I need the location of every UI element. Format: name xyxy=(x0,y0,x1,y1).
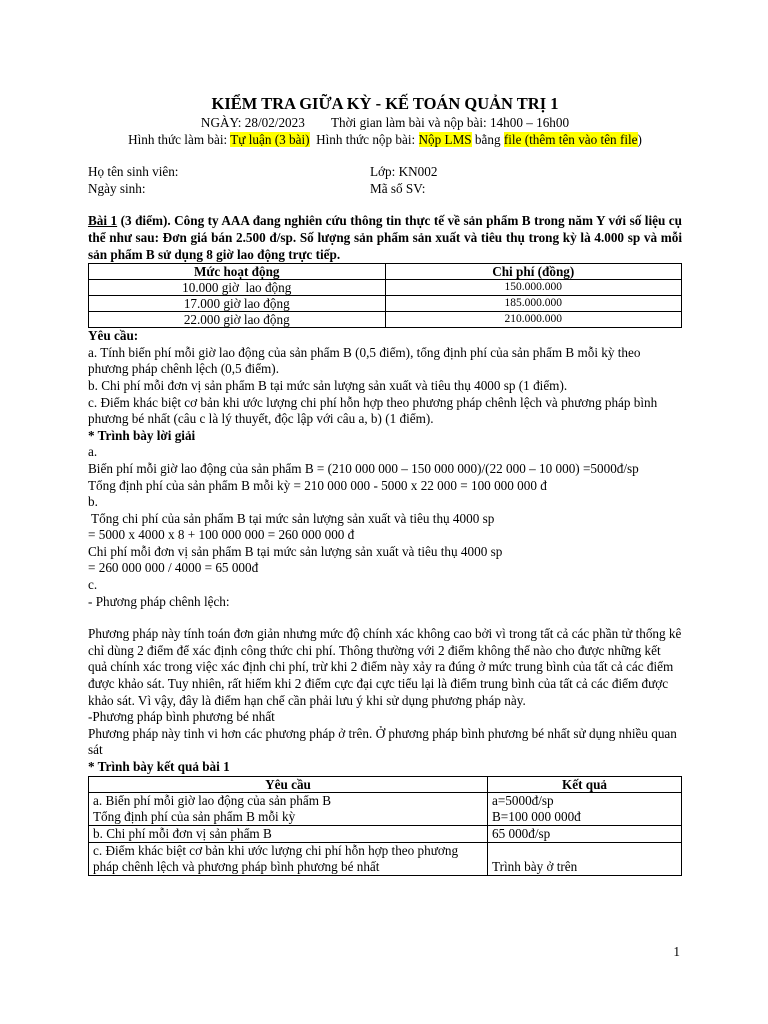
table-row xyxy=(89,792,682,825)
cost-table xyxy=(88,263,682,328)
requirement-cell xyxy=(89,792,488,825)
activity-cell: 22.000 giờ lao động xyxy=(89,312,386,328)
header-result: Kết quả xyxy=(488,776,682,792)
cost-cell: 150.000.000 xyxy=(385,280,682,296)
result-cell: Trình bày ở trên xyxy=(488,842,682,875)
requirement-c: c. Điểm khác biệt cơ bản khi ước lượng chi phí hỗn hợp theo phương pháp chênh lệch và phương pháp bình phương bé nhất (câu c là lý thuyết, độc lập với câu a, b) (1 điểm). xyxy=(88,394,658,427)
student-name-label: Họ tên sinh viên: xyxy=(88,164,179,180)
solution-line: b. xyxy=(88,494,98,510)
form-label: Hình thức làm bài: xyxy=(128,131,231,147)
header-cost: Chi phí (đồng) xyxy=(385,264,682,280)
cost-cell: 185.000.000 xyxy=(385,296,682,312)
document-title: KIỂM TRA GIỮA KỲ - KẾ TOÁN QUẢN TRỊ 1 xyxy=(211,94,559,113)
problem-statement xyxy=(88,213,682,263)
activity-cell: 10.000 giờ lao động xyxy=(89,280,386,296)
form-value: Tự luận (3 bài) xyxy=(230,131,310,147)
table-header-row xyxy=(89,776,682,792)
student-info-row-2 xyxy=(88,181,682,198)
solution-line: a. xyxy=(88,444,98,460)
requirement-cell: b. Chi phí mỗi đơn vị sản phẩm B xyxy=(89,825,488,842)
difference-method-paragraph: Phương pháp này tính toán đơn giản nhưng mức độ chính xác không cao bởi vì trong tất cả các phần tử thống kê chỉ dùng 2 điểm để xác định công thức chi phí. Thông thường với 2 điểm không thể nào cho được những kết quả chính xác trong việc xác định chi phí, trừ khi 2 điểm này xảy ra đúng ở mức trung bình của tất cả các điểm được khảo sát. Tuy nhiên, rất hiếm khi 2 điểm cực đại cực tiểu lại là điểm trung bình của tất cả các điểm được khảo sát. Vì vậy, đây là điểm hạn chế cần phải lưu ý khi sử dụng phương pháp này. xyxy=(88,626,682,708)
header-requirement: Yêu cầu xyxy=(89,776,488,792)
requirement-text: a. Biến phí mỗi giờ lao động của sản phẩm B xyxy=(93,792,332,808)
submit-end: ) xyxy=(637,131,642,147)
solution-line: Biến phí mỗi giờ lao động của sản phẩm B = (210 000 000 – 150 000 000)/(22 000 – 10 000) =5000đ/sp xyxy=(88,460,639,476)
activity-cell: 17.000 giờ lao động xyxy=(89,296,386,312)
result-cell: 65 000đ/sp xyxy=(488,825,682,842)
requirement-b: b. Chi phí mỗi đơn vị sản phẩm B tại mức sản lượng sản xuất và tiêu thụ 4000 sp (1 điểm). xyxy=(88,377,568,393)
requirement-a: a. Tính biến phí mỗi giờ lao động của sản phẩm B (0,5 điểm), tổng định phí của sản phẩm B mỗi kỳ theo phương pháp chênh lệch (0,5 điểm). xyxy=(88,344,641,377)
solution-line: = 5000 x 4000 x 8 + 100 000 000 = 260 000 000 đ xyxy=(88,527,355,543)
least-squares-heading: -Phương pháp bình phương bé nhất xyxy=(88,709,275,725)
table-row xyxy=(89,842,682,875)
result-cell xyxy=(488,792,682,825)
class-label: Lớp: KN002 xyxy=(370,164,438,180)
exam-document xyxy=(88,94,682,876)
problem-label: Bài 1 xyxy=(88,213,118,229)
submit-label: Hình thức nộp bài: xyxy=(309,131,419,147)
result-text: a=5000đ/sp xyxy=(492,792,554,808)
table-row xyxy=(89,296,682,312)
solution-line: Tổng chi phí của sản phẩm B tại mức sản lượng sản xuất và tiêu thụ 4000 sp xyxy=(88,510,495,526)
table-row xyxy=(89,312,682,328)
student-id-label: Mã số SV: xyxy=(370,180,426,196)
table-row xyxy=(89,280,682,296)
result-text: B=100 000 000đ xyxy=(492,808,581,824)
submit-mid: bằng xyxy=(471,131,504,147)
solution-heading: * Trình bày lời giải xyxy=(88,427,196,443)
problem-text: (3 điểm). Công ty AAA đang nghiên cứu thông tin thực tế về sản phẩm B trong năm Y với số liệu cụ thể như sau: Đơn giá bán 2.500 đ/sp. Số lượng sản phẩm sản xuất và tiêu thụ trong kỳ là 4.000 sp và mỗi sản phẩm B sử dụng 8 giờ lao động trực tiếp. xyxy=(88,213,682,262)
table-header-row xyxy=(89,264,682,280)
submit-file: file (thêm tên vào tên file xyxy=(503,131,638,147)
least-squares-paragraph: Phương pháp này tinh vi hơn các phương pháp ở trên. Ở phương pháp bình phương bé nhất sử dụng nhiều quan sát xyxy=(88,725,677,758)
solution-line: = 260 000 000 / 4000 = 65 000đ xyxy=(88,560,259,576)
table-row xyxy=(89,825,682,842)
requirement-text: Tổng định phí của sản phẩm B mỗi kỳ xyxy=(93,808,296,824)
cost-cell: 210.000.000 xyxy=(385,312,682,328)
date-time-line: NGÀY: 28/02/2023 Thời gian làm bài và nộp bài: 14h00 – 16h00 xyxy=(200,115,570,130)
submit-value: Nộp LMS xyxy=(418,131,472,147)
page-number: 1 xyxy=(673,944,680,959)
exam-format-line xyxy=(88,132,682,149)
requirement-cell: c. Điểm khác biệt cơ bản khi ước lượng chi phí hỗn hợp theo phương pháp chênh lệch và phương pháp bình phương bé nhất xyxy=(89,842,488,875)
header-activity: Mức hoạt động xyxy=(89,264,386,280)
dob-label: Ngày sinh: xyxy=(88,180,146,196)
solution-line: c. xyxy=(88,577,98,593)
solution-line: Tổng định phí của sản phẩm B mỗi kỳ = 210 000 000 - 5000 x 22 000 = 100 000 000 đ xyxy=(88,477,547,493)
solution-line: - Phương pháp chênh lệch: xyxy=(88,593,230,609)
results-heading: * Trình bày kết quả bài 1 xyxy=(88,759,230,774)
requirements-heading: Yêu cầu: xyxy=(88,328,139,344)
results-table xyxy=(88,776,682,876)
solution-line: Chi phí mỗi đơn vị sản phẩm B tại mức sản lượng sản xuất và tiêu thụ 4000 sp xyxy=(88,543,503,559)
student-info-row-1 xyxy=(88,164,682,181)
